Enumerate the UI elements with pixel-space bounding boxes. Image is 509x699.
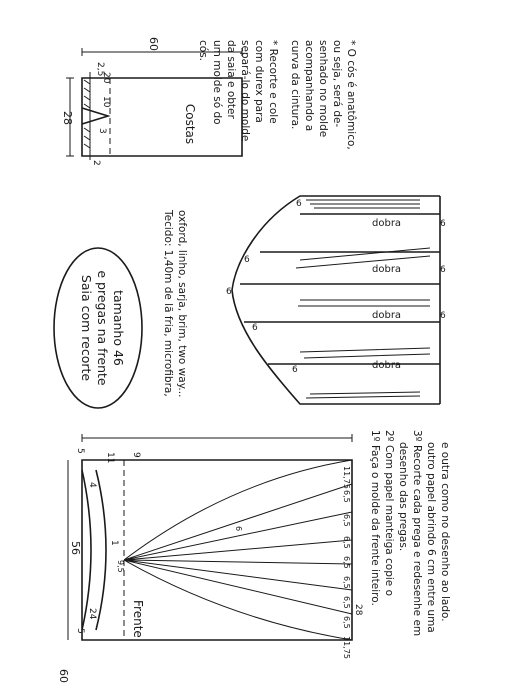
front-band-curve <box>96 470 106 630</box>
fold-label-3: dobra <box>372 310 402 321</box>
back-waistband-hatch <box>84 80 90 148</box>
pleat-measure-2: 6,5 <box>342 490 351 503</box>
fabric-line-2: oxford, linho, sarja, brim, two way... <box>176 210 188 398</box>
front-half-width: 28 <box>353 604 363 616</box>
note-line-11: cós. <box>197 40 209 62</box>
fold-label-4: dobra <box>372 360 402 371</box>
front-side-drop: 5 <box>75 628 85 634</box>
back-side-drop: 2 <box>91 160 101 166</box>
back-waist-drop: 2,5 <box>95 62 105 77</box>
title-line-2: e pregas na frente <box>95 270 110 386</box>
front-length-value: 60 <box>57 669 70 683</box>
front-hip-depth: 11 <box>105 452 115 464</box>
pleat-mark-1: 6 <box>296 199 302 209</box>
pleat-mark-8: 6 <box>440 311 446 321</box>
front-width-dim-line <box>82 434 352 442</box>
pleat-measure-5: 6,5 <box>342 556 351 569</box>
front-panel-outline <box>82 460 352 640</box>
front-inset: 9 <box>131 452 141 458</box>
pleat-mark-2: 6 <box>244 255 250 265</box>
note-line-1: * O cós é anatômico, <box>345 40 357 150</box>
pleat-mark-4: 6 <box>252 323 258 333</box>
front-panel <box>57 434 363 683</box>
back-length-value: 60 <box>147 37 160 51</box>
note-line-8: separá-lo do molde <box>239 40 251 142</box>
back-dart-width: 3 <box>97 128 107 134</box>
front-band-label: 4 <box>87 482 97 488</box>
front-band-label-left: 24 <box>87 608 97 620</box>
instruction-2: 2º Com papel manteiga copie o <box>383 430 395 597</box>
title-line-1: Saia com recorte <box>79 274 94 382</box>
note-line-5: curva da cintura. <box>289 40 301 130</box>
pleat-mark-6: 6 <box>440 219 446 229</box>
pleat-measure-1: 11,75 <box>342 466 351 489</box>
back-width-value: 28 <box>61 111 74 125</box>
fabric-line-1: Tecido: 1,40m de lã fria, microfibra, <box>162 210 174 397</box>
pleat-measure-7: 6,5 <box>342 576 351 589</box>
title-line-3: tamanho 46 <box>111 290 126 366</box>
pleat-mark-5: 6 <box>292 365 298 375</box>
fold-label-2: dobra <box>372 264 402 275</box>
pleat-measure-8: 6,5 <box>342 596 351 609</box>
front-waist-drop: 5 <box>75 448 85 454</box>
pleat-mark-7: 6 <box>440 265 446 275</box>
front-curve-value: 9,5 <box>116 560 125 573</box>
pleat-measure-6: 6 <box>234 526 243 532</box>
fabric-note <box>162 209 188 397</box>
instruction-3: desenho das pregas. <box>397 442 409 552</box>
front-pleat-lines <box>124 460 352 640</box>
pleat-expansion-piece <box>226 196 446 404</box>
pleat-measure-3: 6,5 <box>342 514 351 527</box>
back-panel-label: Costas <box>183 103 197 145</box>
pleat-hatch <box>296 200 430 398</box>
note-line-7: com durex para <box>253 40 265 123</box>
instruction-4: 3º Recorte cada prega e redesenhe em <box>411 430 423 637</box>
pleat-mark-3: 6 <box>226 287 232 297</box>
waistband-notes <box>197 40 357 150</box>
back-hip-depth: 20 <box>101 72 111 84</box>
instruction-1: 1º Faça o molde da frente inteiro. <box>369 430 381 606</box>
pleat-measure-9: 6,5 <box>342 616 351 629</box>
back-dart-depth: 10 <box>101 96 111 108</box>
note-line-2: ou seja, será de- <box>331 40 343 128</box>
instruction-6: e outra como no desenho ao lado. <box>439 442 451 622</box>
note-line-6: * Recorte e cole <box>267 40 279 124</box>
note-line-4: acompanhando a <box>303 40 315 132</box>
front-top-offset: 1 <box>109 540 119 546</box>
fold-label-1: dobra <box>372 218 402 229</box>
note-line-3: senhado no molde <box>317 40 329 138</box>
note-line-9: da saia e obter <box>225 40 237 119</box>
title-bubble <box>54 248 142 408</box>
back-dart <box>82 108 108 124</box>
note-line-10: um molde só do <box>211 40 223 125</box>
pleat-measure-10: 11,75 <box>342 636 351 659</box>
instruction-5: outro papel abrindo 6 cm entre uma <box>425 442 437 633</box>
front-panel-label: Frente <box>131 600 145 638</box>
pleat-measure-4: 6,5 <box>342 536 351 549</box>
front-waist-curve <box>82 470 91 630</box>
instructions <box>369 430 451 636</box>
front-width-value: 56 <box>69 541 82 555</box>
pleat-division-lines <box>240 214 440 364</box>
